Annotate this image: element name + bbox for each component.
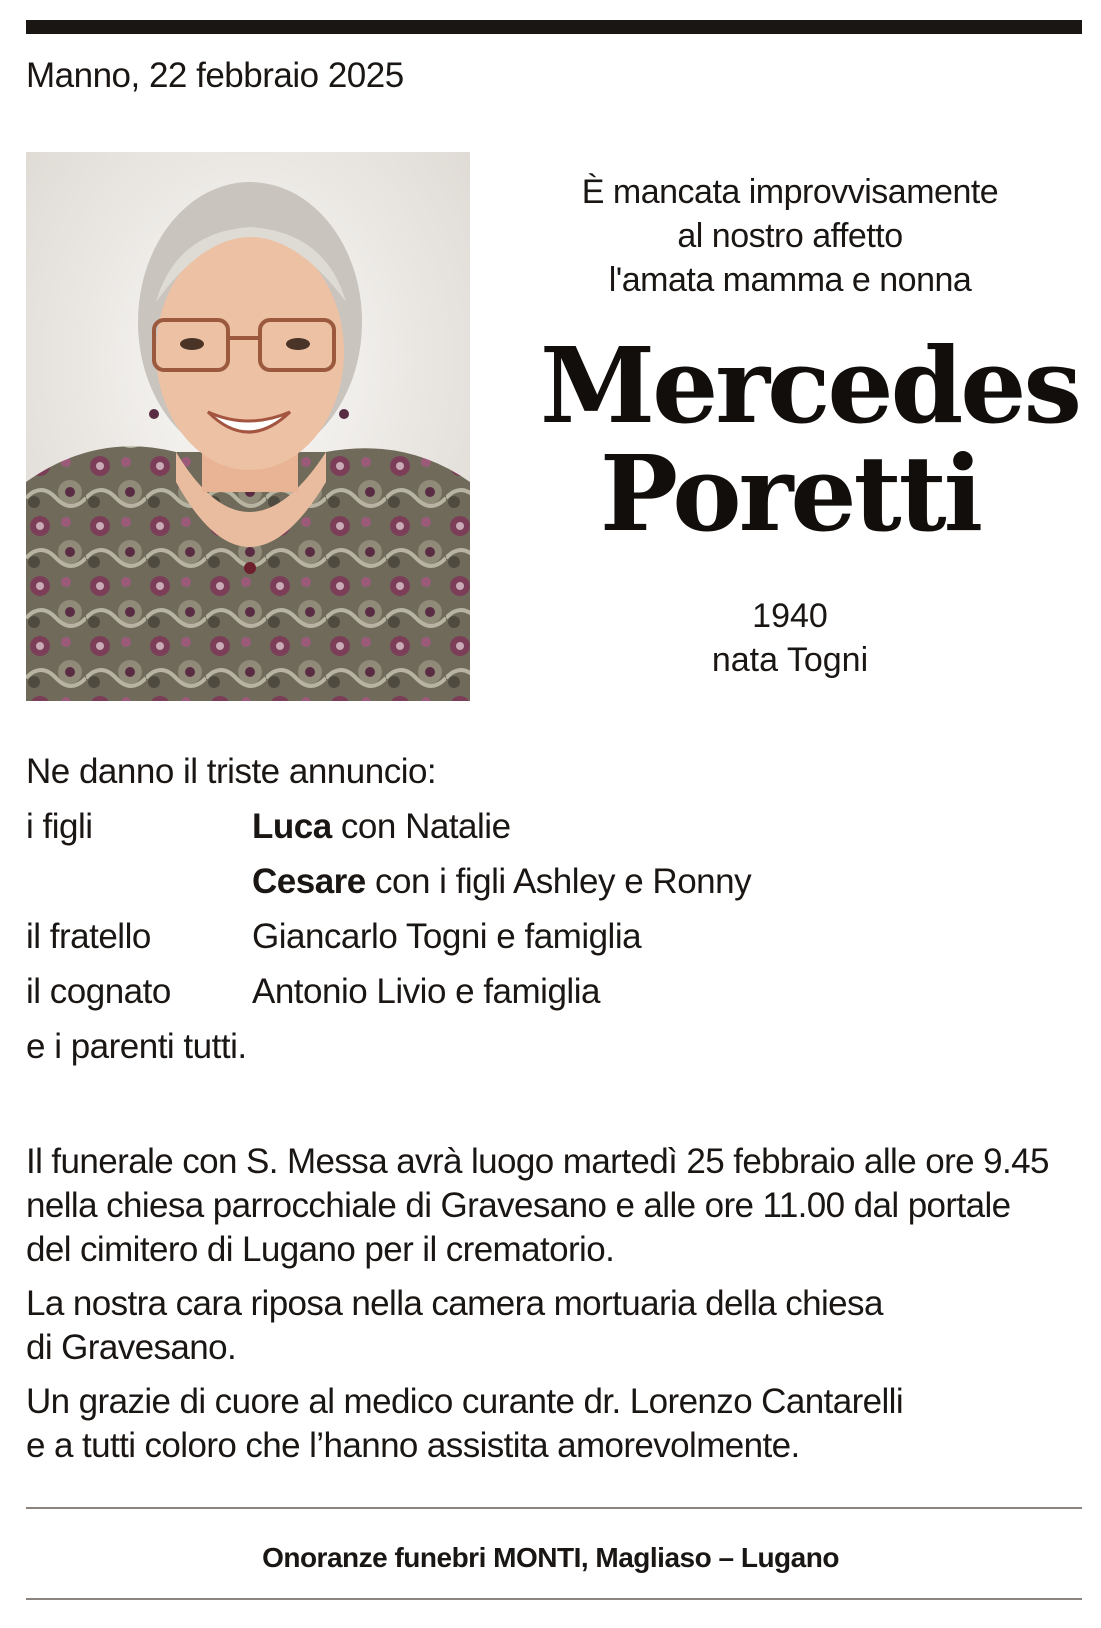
birth-info	[540, 594, 1040, 682]
announcement-block	[540, 170, 1080, 682]
family-row	[26, 913, 1026, 961]
portrait-illustration	[26, 152, 470, 701]
footer-top-rule	[26, 1507, 1082, 1509]
funeral-line: Un grazie di cuore al medico curante dr. Lorenzo Cantarelli	[26, 1382, 904, 1421]
family-names	[252, 968, 600, 1016]
last-name: Poretti	[599, 432, 981, 555]
family-relation	[26, 858, 252, 906]
family-list	[26, 748, 1026, 1071]
top-rule	[26, 20, 1082, 34]
family-closing-row	[26, 1023, 1026, 1071]
funeral-paragraph	[26, 1282, 1086, 1370]
family-row	[26, 803, 1026, 851]
family-names	[252, 803, 511, 851]
first-name: Mercedes	[540, 324, 1080, 447]
funeral-line: del cimitero di Lugano per il crematorio.	[26, 1230, 615, 1269]
intro-line: al nostro affetto	[677, 217, 903, 255]
family-name-rest: con Natalie	[331, 807, 511, 846]
intro-text	[540, 170, 1040, 302]
family-name-rest: con i figli Ashley e Ronny	[365, 862, 752, 901]
funeral-home: Onoranze funebri MONTI, Magliaso – Lugano	[262, 1542, 839, 1573]
deceased-name	[540, 324, 1080, 555]
funeral-line: e a tutti coloro che l’hanno assistita amorevolmente.	[26, 1426, 800, 1465]
family-relation: il fratello	[26, 917, 151, 956]
funeral-line: Il funerale con S. Messa avrà luogo martedì 25 febbraio alle ore 9.45	[26, 1142, 1049, 1181]
funeral-line: di Gravesano.	[26, 1328, 237, 1367]
intro-line: È mancata improvvisamente	[581, 173, 999, 211]
birth-year: 1940	[752, 597, 828, 635]
family-relation: il cognato	[26, 972, 171, 1011]
family-relation: i figli	[26, 807, 93, 846]
family-row	[26, 858, 1026, 906]
family-name-bold: Luca	[252, 807, 332, 846]
footer-bottom-rule	[26, 1598, 1082, 1600]
place-date: Manno, 22 febbraio 2025	[26, 56, 404, 95]
portrait-photo	[26, 152, 470, 701]
funeral-paragraph	[26, 1140, 1086, 1272]
funeral-line: La nostra cara riposa nella camera mortuaria della chiesa	[26, 1284, 883, 1323]
family-heading: Ne danno il triste annuncio:	[26, 752, 437, 791]
family-names	[252, 858, 751, 906]
funeral-paragraph	[26, 1380, 1086, 1468]
family-closing: e i parenti tutti.	[26, 1027, 247, 1066]
intro-line: l'amata mamma e nonna	[608, 261, 972, 299]
family-names	[252, 913, 641, 961]
funeral-details	[26, 1140, 1086, 1478]
family-name-bold: Cesare	[252, 862, 366, 901]
family-row	[26, 968, 1026, 1016]
family-name-rest: Giancarlo Togni e famiglia	[252, 917, 642, 956]
family-name-rest: Antonio Livio e famiglia	[252, 972, 600, 1011]
maiden-name: nata Togni	[711, 641, 869, 679]
funeral-line: nella chiesa parrocchiale di Gravesano e alle ore 11.00 dal portale	[26, 1186, 1011, 1225]
